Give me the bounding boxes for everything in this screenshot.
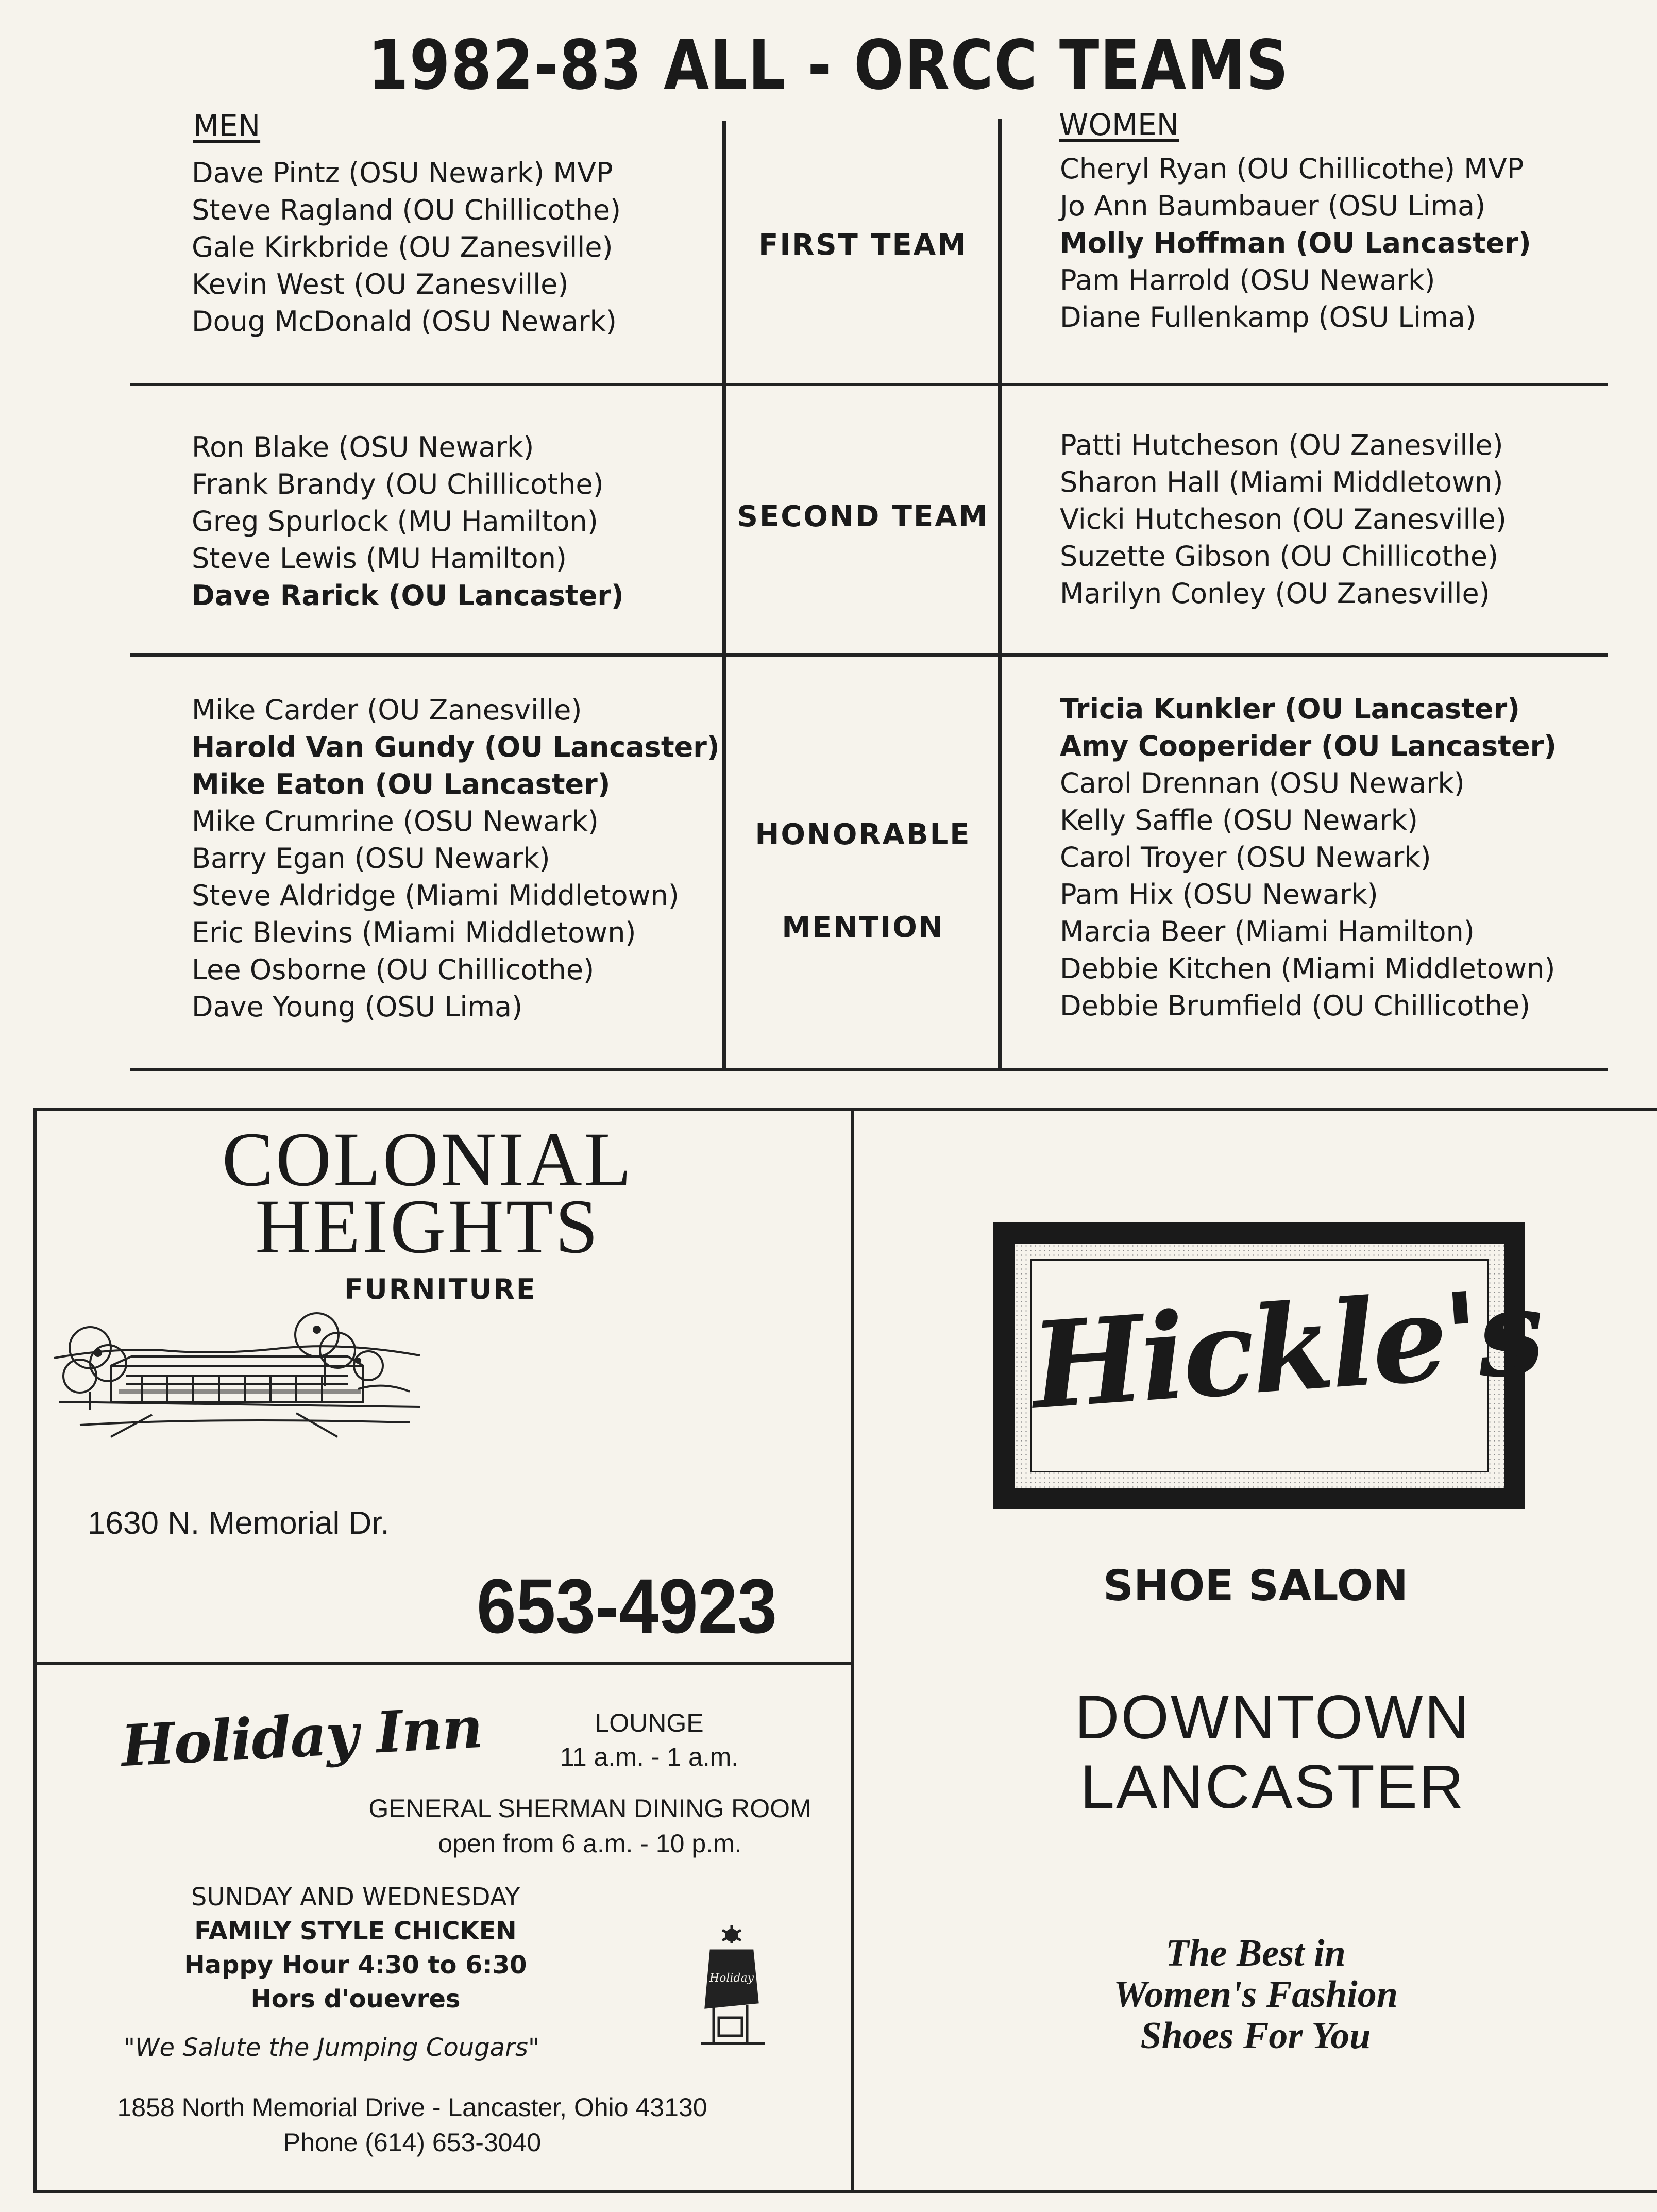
holiday-chicken: FAMILY STYLE CHICKEN <box>194 1917 517 1946</box>
colonial-address: 1630 N. Memorial Dr. <box>88 1505 390 1541</box>
player-name: Pam Harrold (OSU Newark) <box>1060 264 1435 296</box>
player-name: Eric Blevins (Miami Middletown) <box>192 916 636 949</box>
hickles-shoe-salon: SHOE SALON <box>1103 1562 1409 1611</box>
team-label-line: SECOND TEAM <box>737 500 989 533</box>
hickles-tag1: The Best in <box>1165 1932 1346 1974</box>
hickles-logo: Hickle's <box>1027 1262 1546 1436</box>
honorable-mention-men <box>192 692 720 1026</box>
ads-left-split-rule <box>33 1662 854 1665</box>
hickles-downtown <box>876 1683 1657 1822</box>
honorable-mention-label <box>726 789 1000 974</box>
player-name: Debbie Brumfield (OU Chillicothe) <box>1060 990 1531 1022</box>
holiday-dining <box>268 1791 912 1861</box>
player-name: Frank Brandy (OU Chillicothe) <box>192 468 604 500</box>
holiday-contact <box>77 2090 747 2160</box>
holiday-salute: "We Salute the Jumping Cougars" <box>124 2033 539 2062</box>
men-header: MEN <box>193 108 261 143</box>
player-name: Dave Rarick (OU Lancaster) <box>192 579 624 612</box>
player-name: Steve Aldridge (Miami Middletown) <box>192 879 679 912</box>
colonial-line1: COLONIAL <box>222 1117 634 1202</box>
player-name: Pam Hix (OSU Newark) <box>1060 878 1378 911</box>
player-name: Sharon Hall (Miami Middletown) <box>1060 466 1503 498</box>
player-name: Steve Ragland (OU Chillicothe) <box>192 194 621 226</box>
holiday-inn-logo: Holiday Inn <box>120 1694 484 1780</box>
hickles-tagline <box>854 1933 1657 2056</box>
holiday-lounge-title: LOUNGE <box>595 1708 704 1737</box>
holiday-sunday: SUNDAY AND WEDNESDAY <box>191 1883 520 1912</box>
player-name: Amy Cooperider (OU Lancaster) <box>1060 730 1557 762</box>
first-team-women <box>1060 150 1531 336</box>
furniture-store-building-illustration <box>49 1299 430 1438</box>
holiday-happy-hour: Happy Hour 4:30 to 6:30 <box>184 1951 527 1980</box>
holiday-hors: Hors d'ouevres <box>250 1985 461 2014</box>
player-name: Molly Hoffman (OU Lancaster) <box>1060 227 1531 259</box>
holiday-dining-hours: open from 6 a.m. - 10 p.m. <box>438 1829 742 1858</box>
player-name: Kelly Saffle (OSU Newark) <box>1060 804 1418 836</box>
hickles-tag2: Women's Fashion <box>1113 1973 1398 2016</box>
hickles-downtown-line2: LANCASTER <box>1080 1752 1465 1821</box>
player-name: Dave Young (OSU Lima) <box>192 991 523 1023</box>
colonial-heights-name <box>170 1117 685 1269</box>
holiday-lounge-hours: 11 a.m. - 1 a.m. <box>560 1742 739 1771</box>
player-name: Cheryl Ryan (OU Chillicothe) MVP <box>1060 153 1524 185</box>
first-team-men <box>192 155 621 340</box>
second-team-men <box>192 429 624 614</box>
second-team-label <box>726 500 1000 533</box>
hickles-downtown-line1: DOWNTOWN <box>1074 1683 1471 1752</box>
player-name: Patti Hutcheson (OU Zanesville) <box>1060 429 1503 461</box>
colonial-furniture-label: FURNITURE <box>344 1273 537 1305</box>
player-name: Gale Kirkbride (OU Zanesville) <box>192 231 613 263</box>
hickles-logo-inner <box>1027 1259 1546 1472</box>
ads-top-rule <box>33 1108 1657 1111</box>
player-name: Doug McDonald (OSU Newark) <box>192 305 617 338</box>
holiday-address: 1858 North Memorial Drive - Lancaster, Ohio 43130 <box>117 2093 707 2122</box>
hickles-logo-frame <box>993 1222 1546 1509</box>
table-rule-3 <box>130 1068 1608 1071</box>
player-name: Dave Pintz (OSU Newark) MVP <box>192 157 613 189</box>
svg-text:Holiday: Holiday <box>709 1972 754 1985</box>
team-label-line: HONORABLE <box>755 818 971 851</box>
player-name: Carol Drennan (OSU Newark) <box>1060 767 1465 799</box>
player-name: Mike Eaton (OU Lancaster) <box>192 768 611 800</box>
player-name: Marilyn Conley (OU Zanesville) <box>1060 577 1490 610</box>
holiday-lounge <box>536 1706 763 1774</box>
player-name: Vicki Hutcheson (OU Zanesville) <box>1060 503 1507 535</box>
player-name: Marcia Beer (Miami Hamilton) <box>1060 915 1475 948</box>
table-rule-2 <box>130 653 1608 657</box>
player-name: Tricia Kunkler (OU Lancaster) <box>1060 693 1520 725</box>
table-divider-left <box>722 121 726 1069</box>
holiday-specials <box>111 1880 600 2016</box>
player-name: Greg Spurlock (MU Hamilton) <box>192 505 598 538</box>
colonial-phone: 653-4923 <box>477 1563 777 1649</box>
ads-bottom-rule <box>33 2190 1657 2193</box>
hickles-tag3: Shoes For You <box>1140 2015 1371 2057</box>
colonial-line2: HEIGHTS <box>255 1184 600 1269</box>
table-rule-1 <box>130 383 1608 386</box>
ads-left-rule <box>33 1108 37 2193</box>
player-name: Mike Crumrine (OSU Newark) <box>192 805 599 837</box>
player-name: Carol Troyer (OSU Newark) <box>1060 841 1431 874</box>
player-name: Mike Carder (OU Zanesville) <box>192 694 582 726</box>
team-label-line: MENTION <box>782 911 944 944</box>
holiday-inn-sign-icon <box>690 1920 773 2054</box>
holiday-phone: Phone (614) 653-3040 <box>283 2128 542 2157</box>
holiday-dining-title: GENERAL SHERMAN DINING ROOM <box>368 1794 811 1823</box>
player-name: Harold Van Gundy (OU Lancaster) <box>192 731 720 763</box>
player-name: Debbie Kitchen (Miami Middletown) <box>1060 952 1555 985</box>
player-name: Steve Lewis (MU Hamilton) <box>192 542 567 575</box>
player-name: Jo Ann Baumbauer (OSU Lima) <box>1060 190 1486 222</box>
player-name: Kevin West (OU Zanesville) <box>192 268 569 300</box>
women-header: WOMEN <box>1059 107 1179 142</box>
player-name: Lee Osborne (OU Chillicothe) <box>192 953 595 986</box>
page-title: 1982-83 ALL - ORCC TEAMS <box>367 26 1290 105</box>
hickles-logo-panel <box>1013 1242 1546 1489</box>
player-name: Ron Blake (OSU Newark) <box>192 431 534 463</box>
player-name: Diane Fullenkamp (OSU Lima) <box>1060 301 1476 333</box>
first-team-label <box>726 228 1000 262</box>
player-name: Barry Egan (OSU Newark) <box>192 842 550 875</box>
player-name: Suzette Gibson (OU Chillicothe) <box>1060 540 1499 573</box>
second-team-women <box>1060 427 1507 612</box>
team-label-line: FIRST TEAM <box>758 228 968 262</box>
honorable-mention-women <box>1060 691 1557 1025</box>
